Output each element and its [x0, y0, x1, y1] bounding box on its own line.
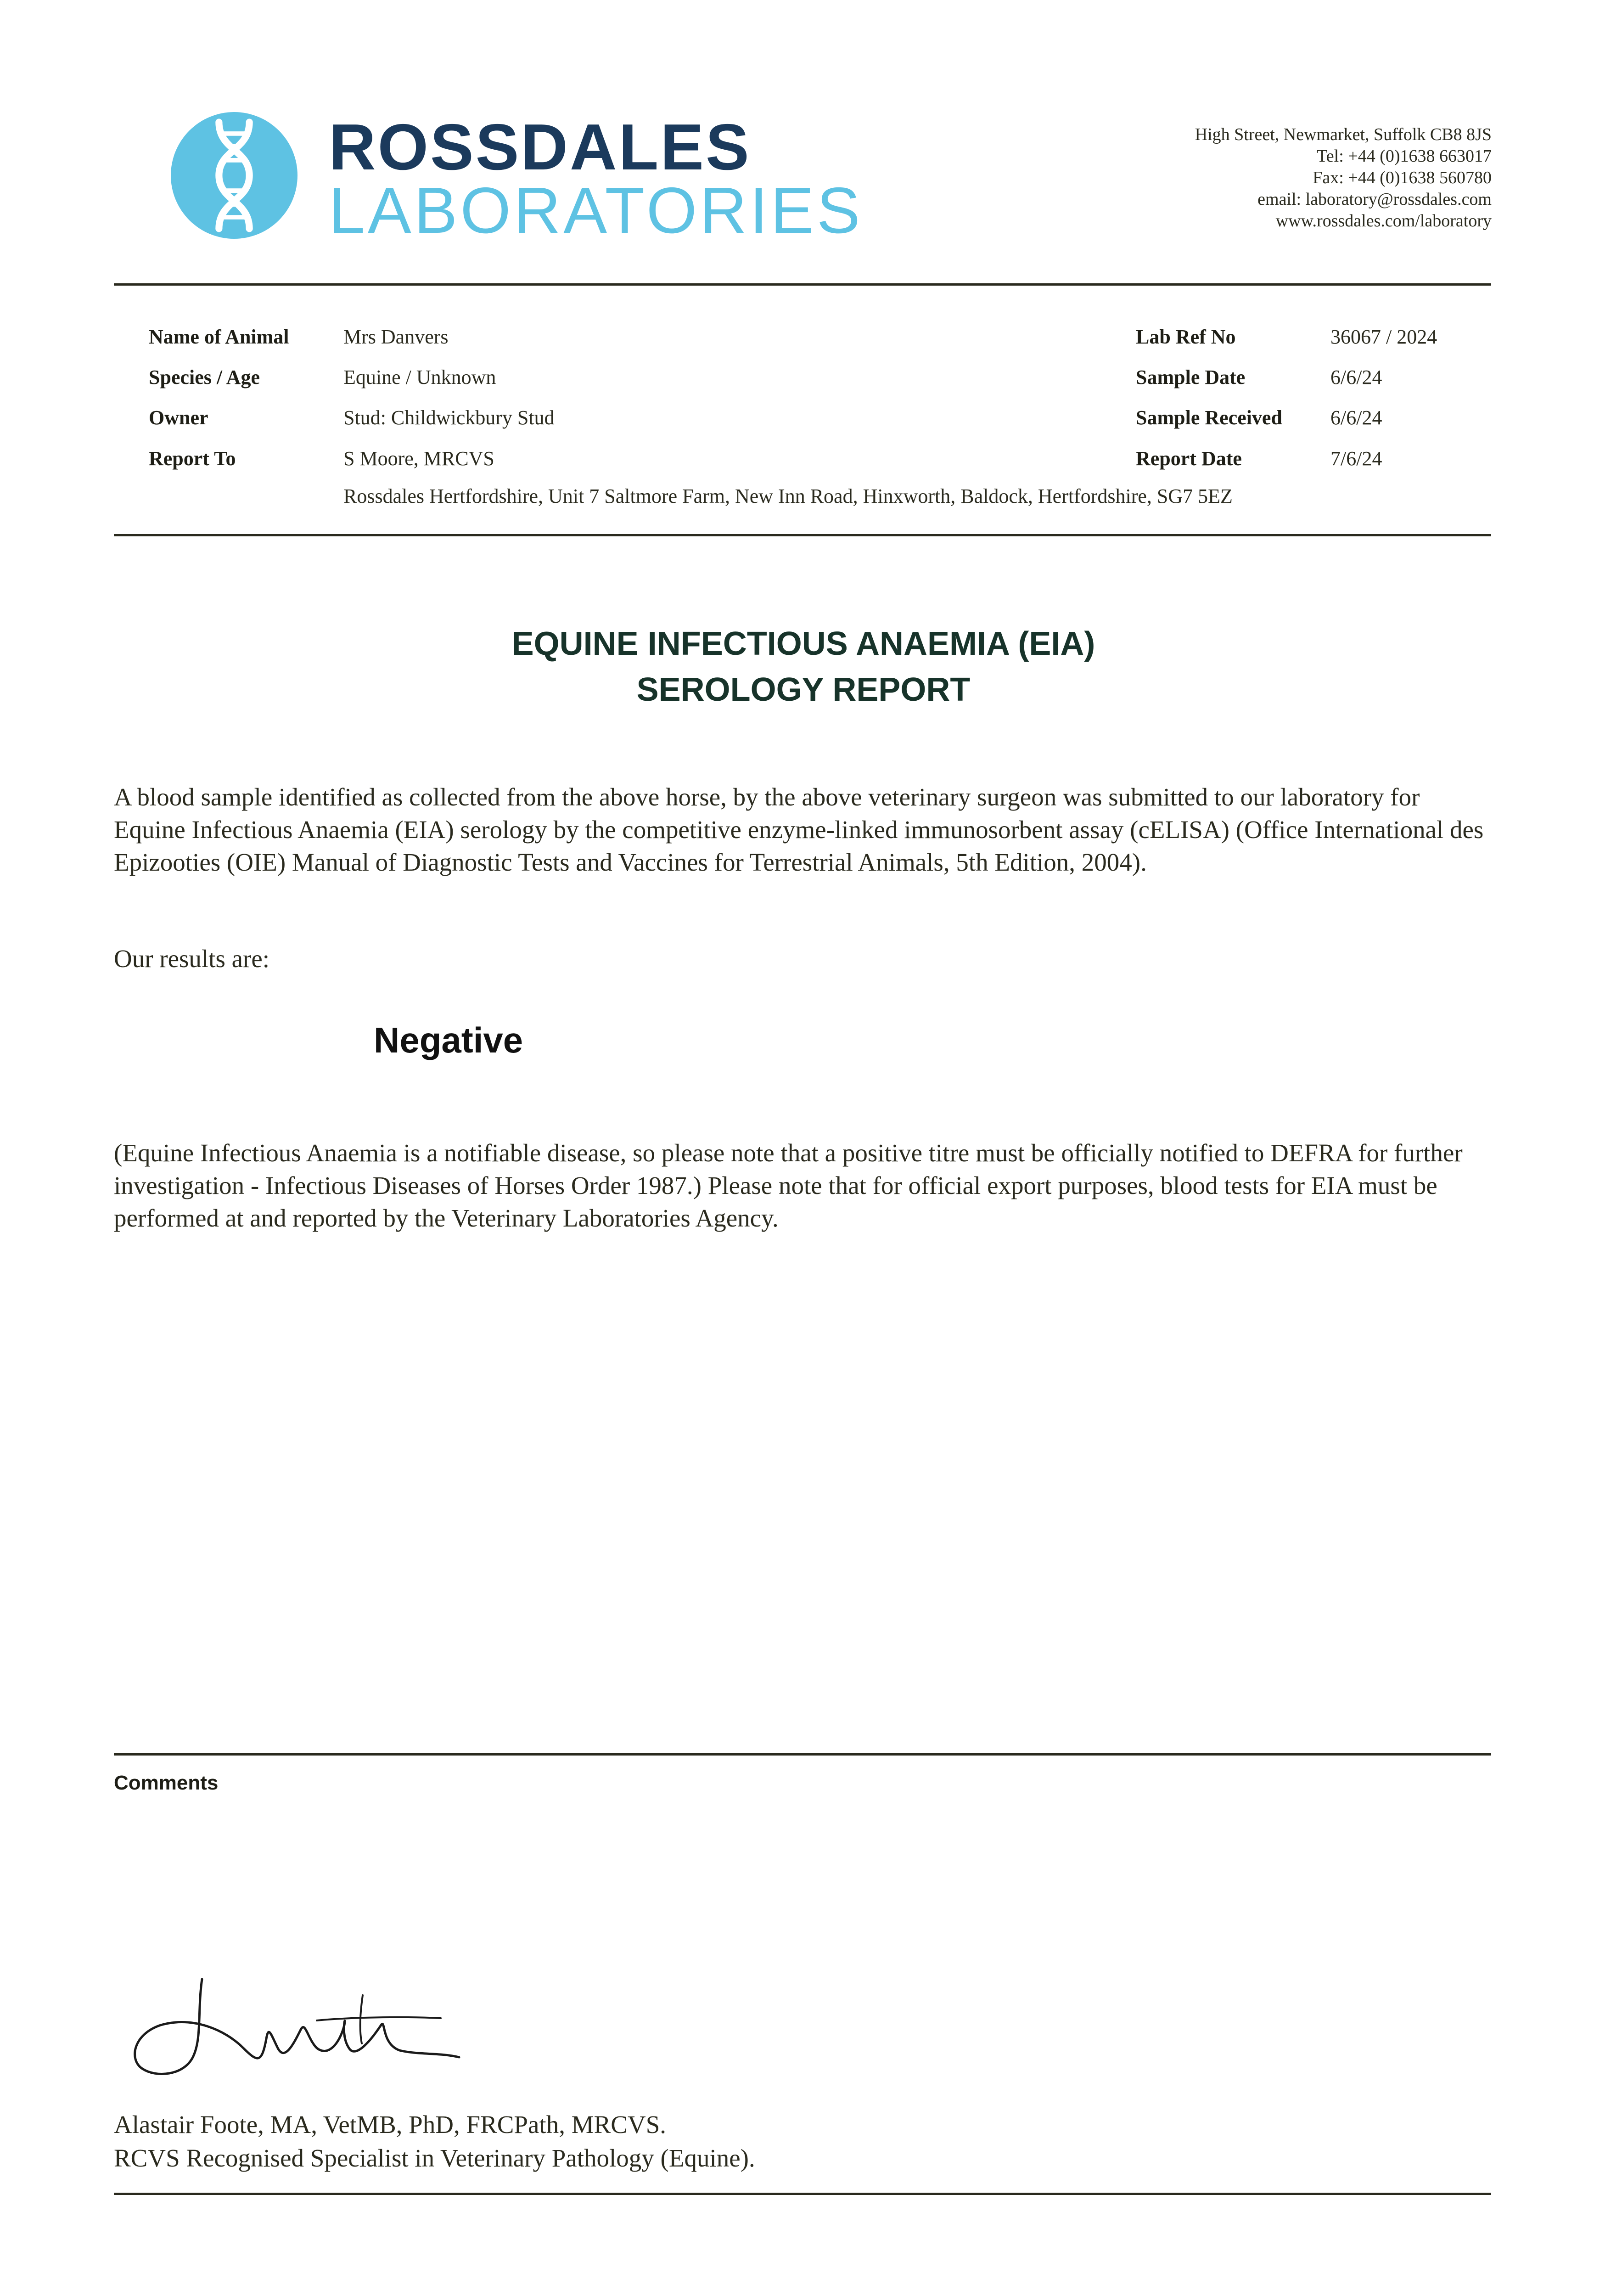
details-divider: [114, 534, 1491, 536]
contact-fax: Fax: +44 (0)1638 560780: [1313, 168, 1492, 187]
brand-name-line1: ROSSDALES: [329, 111, 751, 184]
intro-paragraph: A blood sample identified as collected from the above horse, by the above veterinary surgeon was submitted to our laboratory for Equine Infectious Anaemia (EIA) serology by the competitive enzyme-linked immunosorbent assay (cELISA) (Office International des Epizooties (OIE) Manual of Diagnostic Tests and Vaccines for Terrestrial Animals, 5th Edition, 2004).: [114, 783, 1484, 876]
footer-divider: [114, 2193, 1491, 2195]
lab-ref-value: 36067 / 2024: [1330, 326, 1437, 348]
results-lead: Our results are:: [114, 945, 270, 973]
signatory-name: Alastair Foote, MA, VetMB, PhD, FRCPath, MRCVS.: [114, 2110, 667, 2138]
contact-email[interactable]: email: laboratory@rossdales.com: [1257, 190, 1492, 209]
sample-received-value: 6/6/24: [1330, 406, 1382, 429]
report-title-line1: EQUINE INFECTIOUS ANAEMIA (EIA): [511, 625, 1095, 662]
report-date-label: Report Date: [1136, 447, 1242, 470]
notifiable-note: (Equine Infectious Anaemia is a notifiable disease, so please note that a positive titre must be officially notified to DEFRA for further investigation - Infectious Diseases of Horses Order 1987.) Please note that for official export purposes, blood tests for EIA must be performed at and reported by the Veterinary Laboratories Agency.: [114, 1139, 1463, 1232]
sample-date-value: 6/6/24: [1330, 366, 1382, 388]
lab-ref-label: Lab Ref No: [1136, 326, 1236, 348]
name-of-animal-value: Mrs Danvers: [343, 326, 449, 348]
species-age-value: Equine / Unknown: [343, 366, 496, 388]
contact-tel: Tel: +44 (0)1638 663017: [1317, 146, 1492, 166]
contact-block: [1195, 124, 1492, 232]
result-value: Negative: [374, 1020, 523, 1060]
contact-website[interactable]: www.rossdales.com/laboratory: [1275, 211, 1492, 231]
header-divider: [114, 283, 1491, 286]
brand-name-line2: LABORATORIES: [329, 174, 863, 247]
owner-value: Stud: Childwickbury Stud: [343, 406, 555, 429]
owner-label: Owner: [149, 406, 208, 429]
signature-icon: [124, 1970, 473, 2085]
sample-received-label: Sample Received: [1136, 406, 1282, 429]
comments-divider: [114, 1753, 1491, 1756]
signatory-credentials: RCVS Recognised Specialist in Veterinary Pathology (Equine).: [114, 2144, 755, 2172]
report-to-label: Report To: [149, 447, 236, 470]
report-date-value: 7/6/24: [1330, 447, 1382, 470]
signatory-block: [114, 2108, 755, 2175]
contact-address: High Street, Newmarket, Suffolk CB8 8JS: [1195, 125, 1492, 144]
species-age-label: Species / Age: [149, 366, 260, 388]
report-to-value: S Moore, MRCVS: [343, 447, 494, 470]
comments-label: Comments: [114, 1772, 219, 1794]
sample-date-label: Sample Date: [1136, 366, 1246, 388]
report-to-address: Rossdales Hertfordshire, Unit 7 Saltmore Farm, New Inn Road, Hinxworth, Baldock, Hertfordshire, SG7 5EZ: [343, 485, 1233, 507]
dna-logo-icon: [171, 112, 297, 239]
name-of-animal-label: Name of Animal: [149, 326, 289, 348]
report-title-line2: SEROLOGY REPORT: [636, 671, 971, 708]
